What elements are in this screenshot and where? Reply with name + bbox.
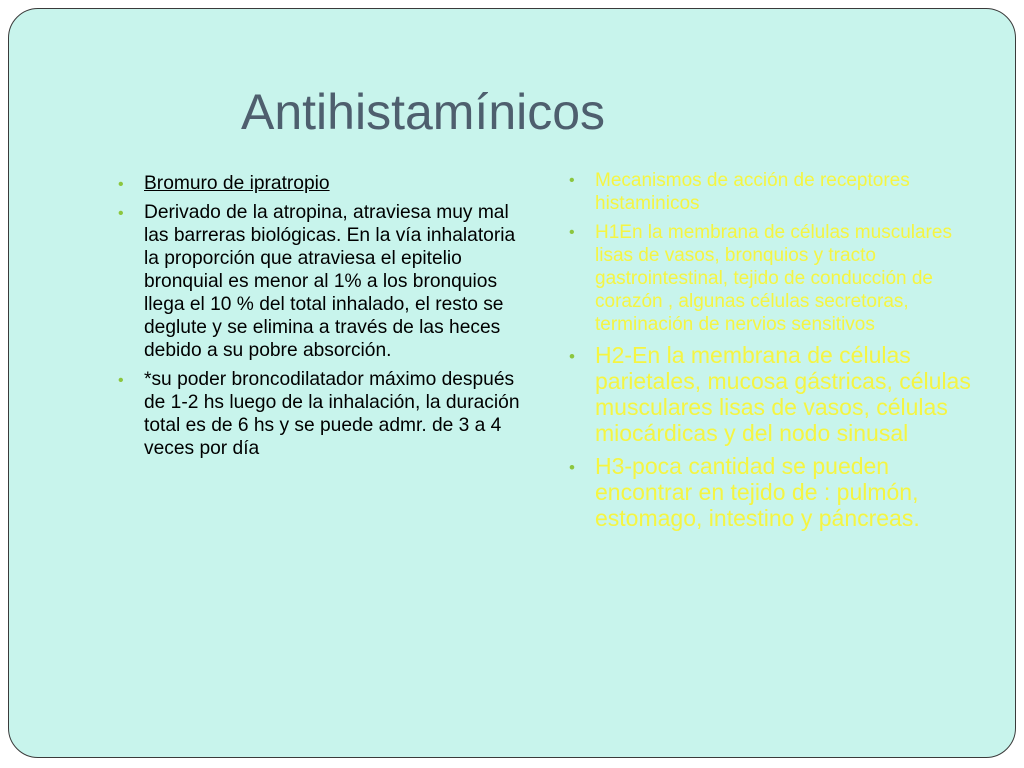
list-item — [569, 221, 971, 336]
bullet-icon: • — [569, 224, 575, 241]
bullet-icon: • — [569, 172, 575, 189]
slide — [8, 8, 1016, 758]
mechanism-heading: Mecanismos de acción de receptores histaminicos — [595, 170, 910, 214]
bullet-icon: • — [118, 205, 124, 222]
drug-name: Bromuro de ipratropio — [144, 173, 330, 194]
list-item — [118, 201, 520, 362]
bullet-icon: • — [569, 347, 575, 366]
list-item — [569, 453, 971, 531]
drug-description: Derivado de la atropina, atraviesa muy mal las barreras biológicas. En la vía inhalatoria la proporción que atraviesa el epitelio bronquial es menor al 1% a los bronquios llega el 10 % del total inhalado, el resto se deglute y se elimina a través de las heces debido a su pobre absorción. — [144, 202, 516, 361]
h1-receptor-text: H1En la membrana de células musculares lisas de vasos, bronquios y tracto gastrointestinal, tejido de conducción de corazón , algunas células secretoras, terminación de nervios sensitivos — [595, 222, 952, 335]
slide-title: Antihistamínicos — [241, 84, 606, 140]
right-bullet-list — [569, 169, 971, 538]
left-bullet-list — [118, 172, 520, 466]
bullet-icon: • — [118, 372, 124, 389]
bullet-icon: • — [118, 176, 124, 193]
list-item — [569, 169, 971, 215]
list-item — [118, 172, 520, 195]
h2-receptor-text: H2-En la membrana de células parietales, mucosa gástricas, células musculares lisas de vasos, células miocárdicas y del nodo sinusal — [595, 342, 971, 446]
list-item — [118, 368, 520, 460]
list-item — [569, 342, 971, 446]
h3-receptor-text: H3-poca cantidad se pueden encontrar en tejido de : pulmón, estomago, intestino y páncreas. — [595, 453, 920, 531]
drug-duration-note: *su poder broncodilatador máximo después de 1-2 hs luego de la inhalación, la duración total es de 6 hs y se puede admr. de 3 a 4 veces por día — [144, 369, 520, 459]
bullet-icon: • — [569, 458, 575, 477]
